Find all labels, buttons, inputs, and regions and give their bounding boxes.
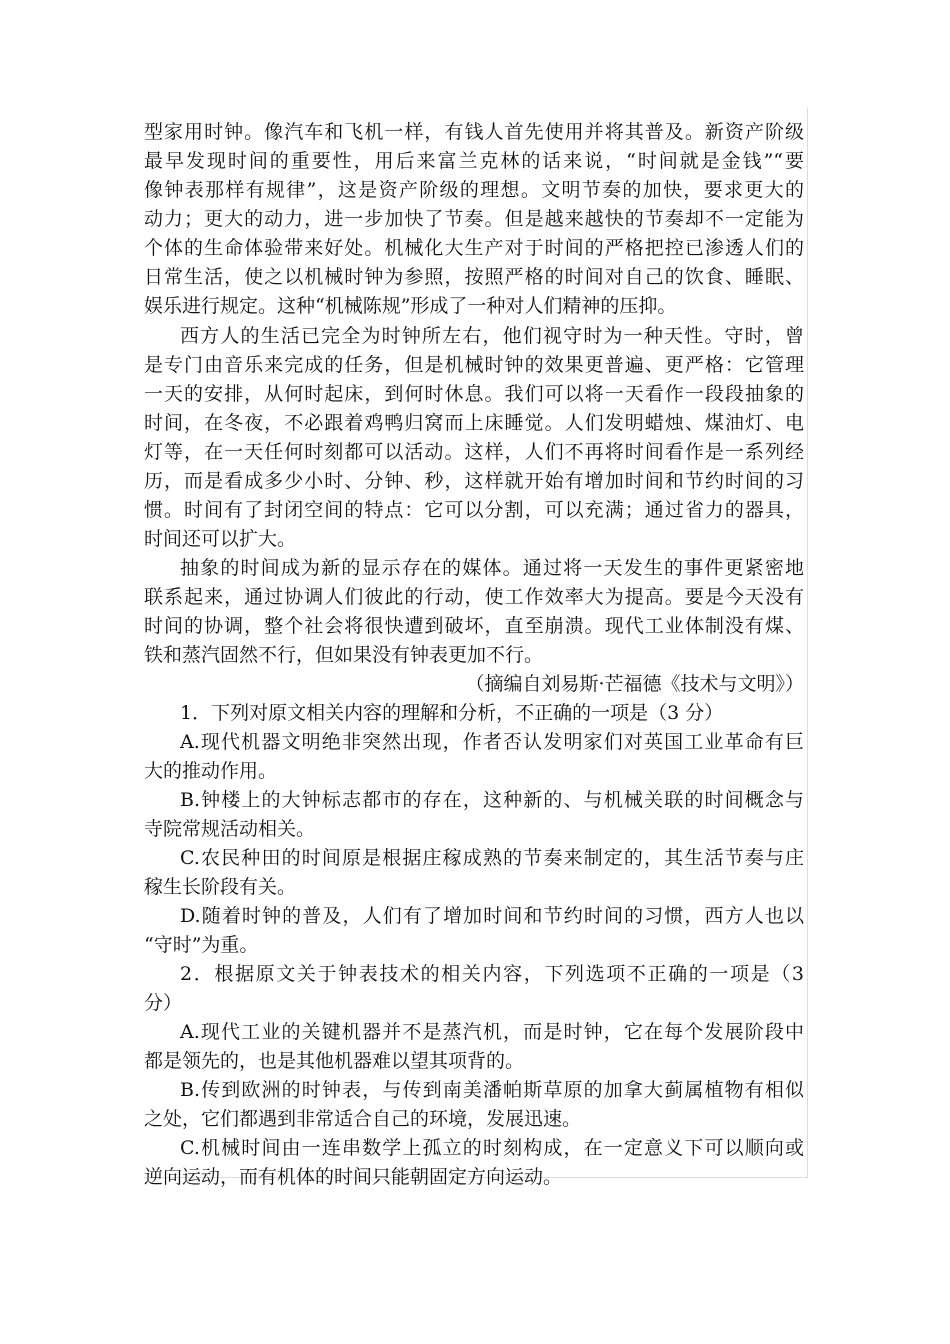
text-line: 西方人的生活已完全为时钟所左右，他们视守时为一种天性。守时，曾 — [180, 325, 804, 347]
option-b-cont: 之处，它们都遇到非常适合自己的环境，发展迅速。 — [144, 1108, 582, 1130]
text-line: 像钟表那样有规律”，这是资产阶级的理想。文明节奏的加快，要求更大的 — [144, 179, 804, 201]
question-stem: 2．根据原文关于钟表技术的相关内容，下列选项不正确的一项是（3 — [180, 963, 804, 985]
text-line: 时间，在冬夜，不必跟着鸡鸭归窝而上床睡觉。人们发明蜡烛、煤油灯、电 — [144, 412, 804, 434]
option-c-cont: 稼生长阶段有关。 — [144, 876, 297, 898]
text-line: 时间的协调，整个社会将很快遭到破坏，直至崩溃。现代工业体制没有煤、 — [144, 615, 804, 637]
question-stem: 1．下列对原文相关内容的理解和分析，不正确的一项是（3 分） — [180, 702, 724, 724]
option-c: C.农民种田的时间原是根据庄稼成熟的节奏来制定的，其生活节奏与庄 — [180, 847, 804, 869]
option-b: B.传到欧洲的时钟表，与传到南美潘帕斯草原的加拿大蓟属植物有相似 — [180, 1079, 804, 1101]
document-page — [144, 108, 808, 1188]
option-b-cont: 寺院常规活动相关。 — [144, 818, 316, 840]
text-line: 一天的安排，从何时起床，到何时休息。我们可以将一天看作一段段抽象的 — [144, 383, 804, 405]
text-line: 惯。时间有了封闭空间的特点：它可以分割，可以充满；通过省力的器具， — [144, 499, 804, 521]
option-b: B.钟楼上的大钟标志都市的存在，这种新的、与机械关联的时间概念与 — [180, 789, 804, 811]
option-d: D.随着时钟的普及，人们有了增加时间和节约时间的习惯，西方人也以 — [180, 905, 804, 927]
text-line: 最早发现时间的重要性，用后来富兰克林的话来说，“时间就是金钱”“要 — [144, 150, 804, 172]
source-citation: （摘编自刘易斯·芒福德《技术与文明》） — [465, 673, 804, 695]
text-line: 日常生活，使之以机械时钟为参照，按照严格的时间对自己的饮食、睡眠、 — [144, 266, 804, 288]
text-line: 娱乐进行规定。这种“机械陈规”形成了一种对人们精神的压抑。 — [144, 295, 677, 317]
text-line: 铁和蒸汽固然不行，但如果没有钟表更加不行。 — [144, 644, 544, 666]
text-line: 灯等，在一天任何时刻都可以活动。这样，人们不再将时间看作是一系列经 — [144, 441, 804, 463]
option-c: C.机械时间由一连串数学上孤立的时刻构成，在一定意义下可以顺向或 — [180, 1137, 804, 1159]
option-c-cont: 逆向运动，而有机体的时间只能朝固定方向运动。 — [144, 1166, 563, 1188]
question-stem-cont: 分） — [144, 992, 183, 1014]
option-d-cont: “守时”为重。 — [144, 934, 259, 956]
text-line: 联系起来，通过协调人们彼此的行动，使工作效率大为提高。要是今天没有 — [144, 586, 804, 608]
option-a-cont: 大的推动作用。 — [144, 760, 278, 782]
option-a-cont: 都是领先的，也是其他机器难以望其项背的。 — [144, 1050, 525, 1072]
option-a: A.现代工业的关键机器并不是蒸汽机，而是时钟，它在每个发展阶段中 — [180, 1021, 804, 1043]
option-a: A.现代机器文明绝非突然出现，作者否认发明家们对英国工业革命有巨 — [180, 731, 804, 753]
text-line: 动力；更大的动力，进一步加快了节奏。但是越来越快的节奏却不一定能为 — [144, 208, 804, 230]
text-line: 是专门由音乐来完成的任务，但是机械时钟的效果更普遍、更严格：它管理 — [144, 354, 804, 376]
text-line: 型家用时钟。像汽车和飞机一样，有钱人首先使用并将其普及。新资产阶级 — [144, 121, 804, 143]
text-line: 时间还可以扩大。 — [144, 528, 297, 550]
text-line: 个体的生命体验带来好处。机械化大生产对于时间的严格把控已渗透人们的 — [144, 237, 804, 259]
text-line: 历，而是看成多少小时、分钟、秒，这样就开始有增加时间和节约时间的习 — [144, 470, 804, 492]
text-line: 抽象的时间成为新的显示存在的媒体。通过将一天发生的事件更紧密地 — [180, 557, 804, 579]
